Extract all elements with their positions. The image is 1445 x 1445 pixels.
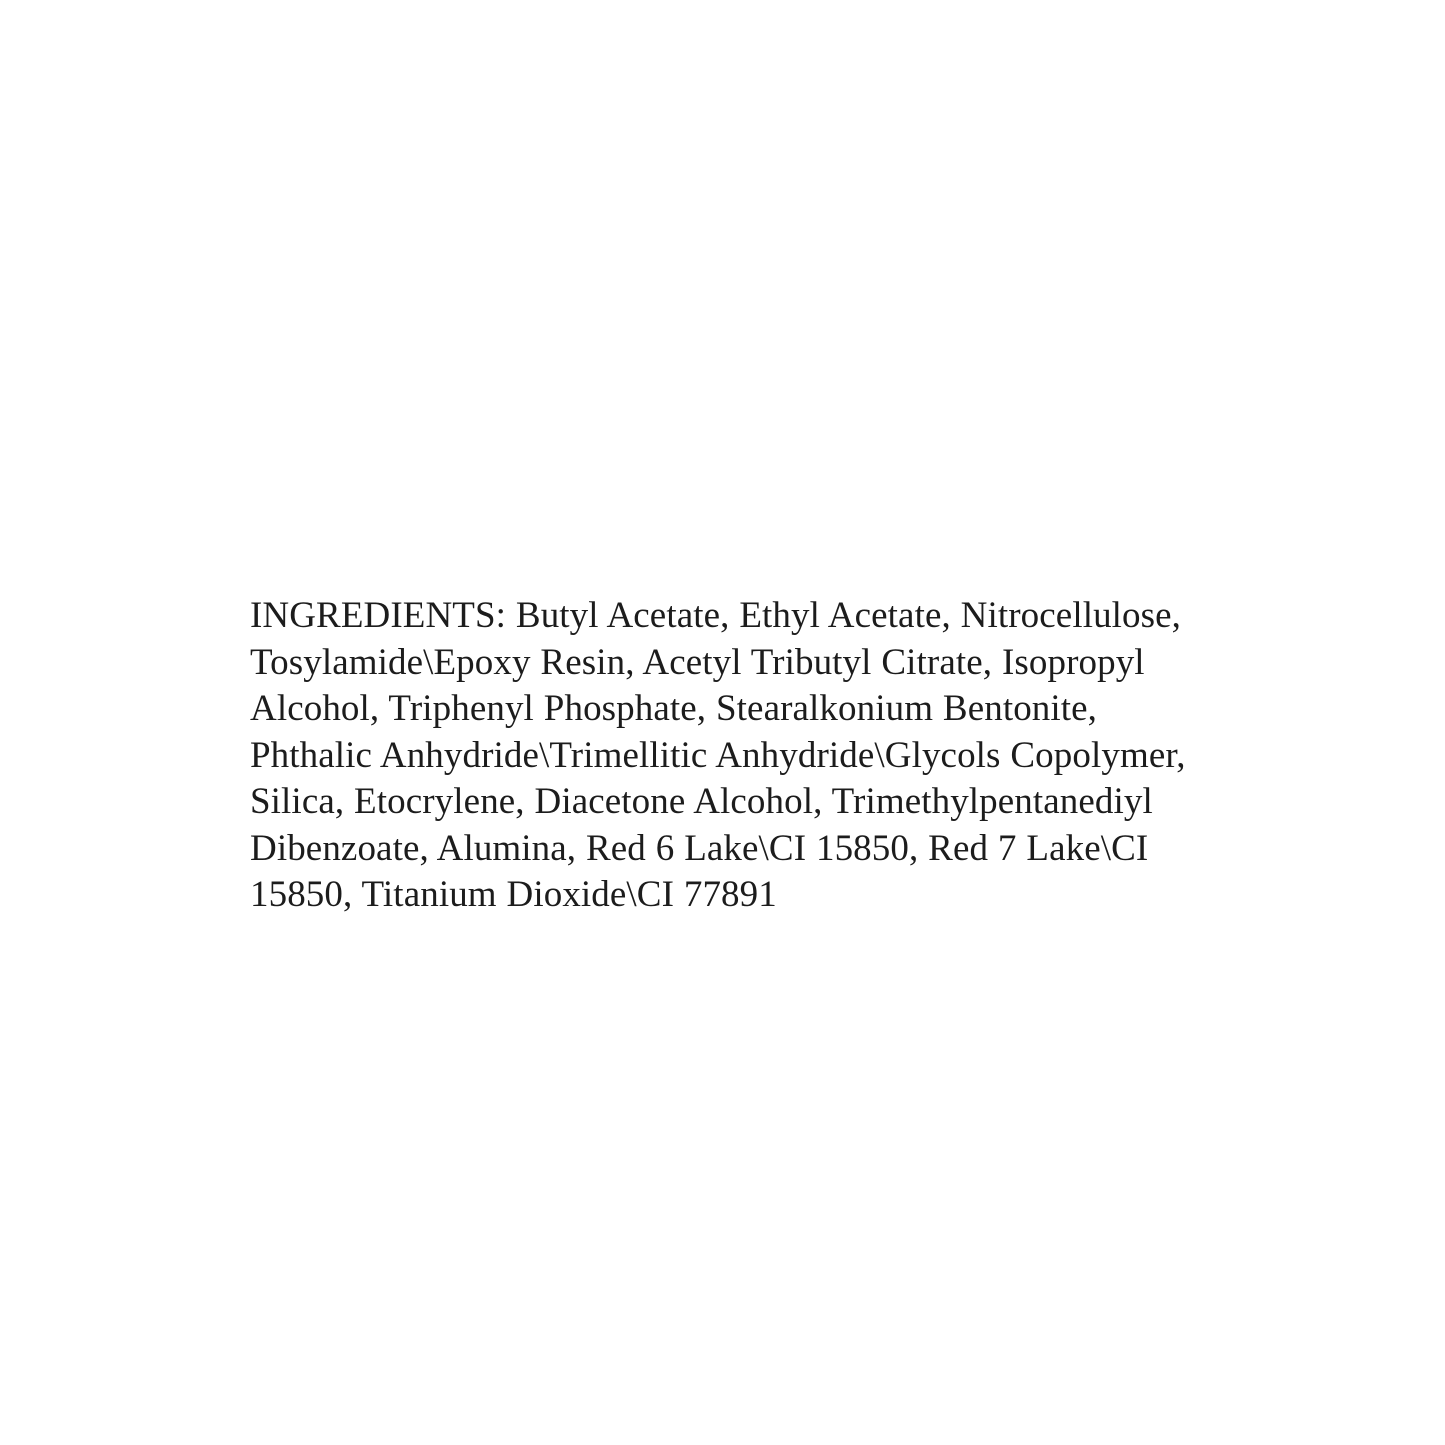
ingredients-paragraph: INGREDIENTS: Butyl Acetate, Ethyl Acetate, Nitrocellulose, Tosylamide\Epoxy Resin, Acetyl Tributyl Citrate, Isopropyl Alcohol, Triphenyl Phosphate, Stearalkonium Bentonite, Phthalic Anhydride\Trimellitic Anhydride\Glycols Copolymer, Silica, Etocrylene, Diacetone Alcohol, Trimethylpentanediyl Dibenzoate, Alumina, Red 6 Lake\CI 15850, Red 7 Lake\CI 15850, Titanium Dioxide\CI 77891 <box>250 595 1196 915</box>
ingredients-block <box>250 556 1215 956</box>
